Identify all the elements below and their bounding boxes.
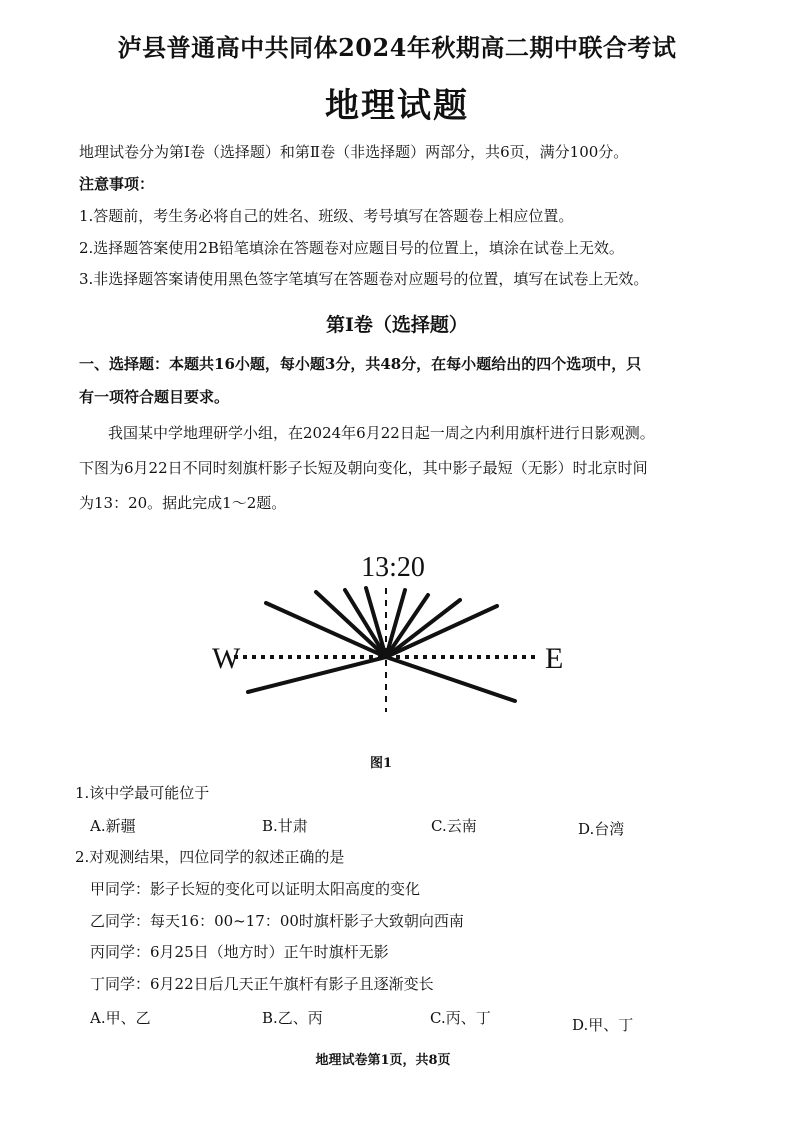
shadow-ray (248, 657, 386, 692)
shadow-diagram (0, 540, 794, 740)
student-statement: 丙同学：6月25日（地方时）正午时旗杆无影 (90, 943, 389, 961)
option-d: D.甲、丁 (572, 1016, 634, 1034)
section-instruction: 有一项符合题目要求。 (79, 388, 230, 406)
student-statement: 乙同学：每天16：00~17：00时旗杆影子大致朝向西南 (90, 912, 464, 930)
option-b: B.乙、丙 (262, 1009, 323, 1027)
student-statement: 甲同学：影子长短的变化可以证明太阳高度的变化 (90, 880, 421, 898)
intro-text: 地理试卷分为第Ⅰ卷（选择题）和第Ⅱ卷（非选择题）两部分，共6页，满分100分。 (79, 143, 629, 161)
shadow-ray (386, 657, 515, 701)
notice-item: 2.选择题答案使用2B铅笔填涂在答题卷对应题目号的位置上，填涂在试卷上无效。 (79, 239, 624, 257)
passage-text: 为13：20。据此完成1～2题。 (79, 494, 287, 512)
east-label: E (545, 642, 564, 675)
question-stem: 2.对观测结果，四位同学的叙述正确的是 (75, 848, 345, 866)
section-title: 第Ⅰ卷（选择题） (326, 314, 468, 336)
notice-item: 1.答题前，考生务必将自己的姓名、班级、考号填写在答题卷上相应位置。 (79, 207, 574, 225)
option-b: B.甘肃 (262, 817, 308, 835)
passage-text: 下图为6月22日不同时刻旗杆影子长短及朝向变化，其中影子最短（无影）时北京时间 (79, 459, 648, 477)
exam-title: 泸县普通高中共同体2024年秋期高二期中联合考试 (117, 33, 677, 62)
notice-item: 3.非选择题答案请使用黑色签字笔填写在答题卷对应题号的位置，填写在试卷上无效。 (79, 270, 649, 288)
option-c: C.丙、丁 (430, 1009, 491, 1027)
subject-title: 地理试题 (325, 86, 469, 126)
figure-caption: 图1 (369, 756, 393, 771)
question-stem: 1.该中学最可能位于 (75, 784, 210, 802)
section-instruction: 一、选择题：本题共16小题，每小题3分，共48分，在每小题给出的四个选项中，只 (79, 355, 642, 373)
passage-text: 我国某中学地理研学小组，在2024年6月22日起一周之内利用旗杆进行日影观测。 (108, 424, 655, 442)
student-statement: 丁同学：6月22日后几天正午旗杆有影子且逐渐变长 (90, 975, 434, 993)
option-a: A.甲、乙 (90, 1009, 151, 1027)
option-a: A.新疆 (90, 817, 136, 835)
option-d: D.台湾 (578, 820, 625, 838)
option-c: C.云南 (431, 817, 477, 835)
page-footer: 地理试卷第1页，共8页 (315, 1053, 451, 1068)
west-label: W (212, 642, 241, 675)
time-label: 13:20 (361, 552, 425, 583)
shadow-rays (248, 588, 515, 701)
notice-heading: 注意事项： (79, 175, 155, 193)
